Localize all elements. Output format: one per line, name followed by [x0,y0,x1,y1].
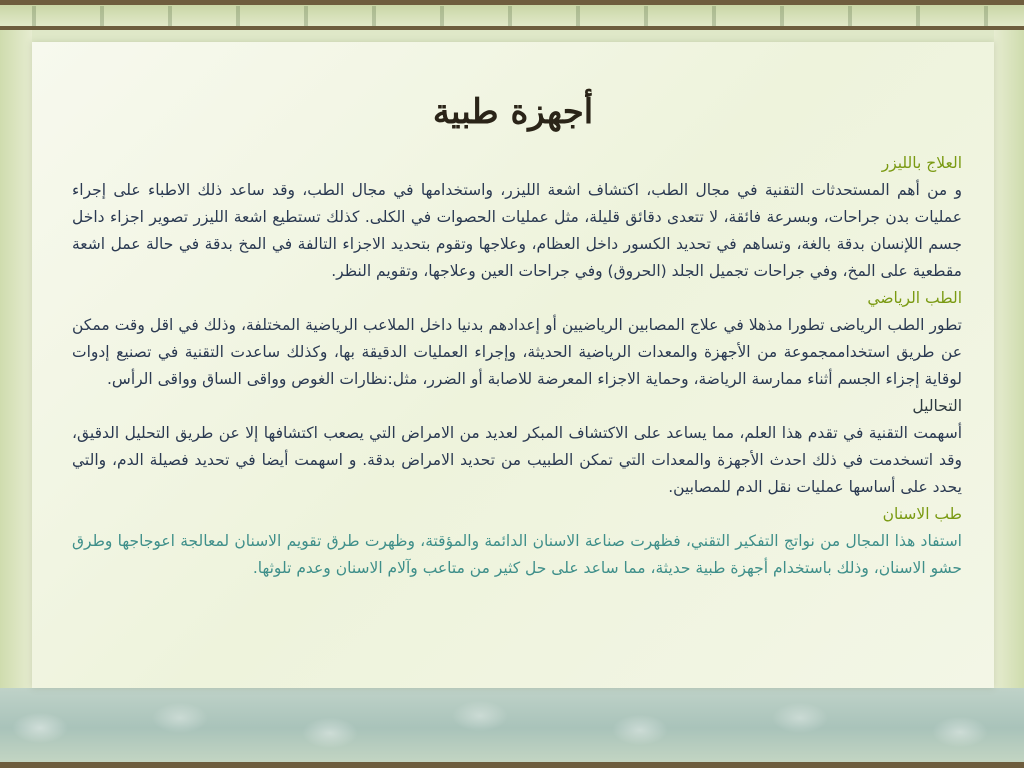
section-body-sports-medicine: تطور الطب الرياضى تطورا مذهلا في علاج المصابين الرياضيين أو إعدادهم بدنيا داخل الملاعب الرياضية المختلفة، وذلك في اقل وقت ممكن عن طريق استخداممجموعة من الأجهزة والمعدات الرياضية الحديثة، وإجراء العمليات الدقيقة بها، وكذلك ساعدت التقنية في تصنيع إدوات لوقاية إجزاء الجسم أثناء ممارسة الرياضة، وحماية الاجزاء المعرضة للاصابة أو الضرر، مثل:نظارات الغوص وواقى الساق وواقى الرأس. [72,316,962,388]
bottom-strip [0,762,1024,768]
fleur-motif-row [0,6,1024,26]
section-heading-lab-tests: التحاليل [912,397,962,415]
slide-content [72,150,962,582]
bottom-decorative-border [0,688,1024,768]
right-margin [994,30,1024,688]
swirl-ornament [0,688,1024,762]
section-body-dentistry: استفاد هذا المجال من نواتج التفكير التقني، فظهرت صناعة الاسنان الدائمة والمؤقتة، وظهرت طرق تقويم الاسنان لمعالجة اعوجاجها وطرق حشو الاسنان، وذلك باستخدام أجهزة طبية حديثة، مما ساعد على حل كثير من متاعب وآلام الاسنان وعدم تلوثها. [72,532,962,577]
section-heading-sports-medicine: الطب الرياضي [867,289,962,307]
section-body-lab-tests: أسهمت التقنية في تقدم هذا العلم، مما يساعد على الاكتشاف المبكر لعديد من الامراض التي يصعب اكتشافها إلا عن طريق التحليل الدقيق، وقد اتسخدمت في ذلك احدث الأجهزة والمعدات التي تمكن الطبيب من تحديد الامراض بدقة. و اسهمت أيضا في تحديد فصيلة الدم، والتي يحدد على أساسها عمليات نقل الدم للمصابين. [72,424,962,496]
slide-title: أجهزة طبية [432,92,594,132]
section-body-laser: و من أهم المستحدثات التقنية في مجال الطب، اكتشاف اشعة الليزر، واستخدامها في مجال الطب، وقد ساعد ذلك الاطباء على إجراء عمليات بدن جراحات، وبسرعة فائقة، لا تتعدى دقائق قليلة، مثل عمليات الحصوات في الكلى. كذلك تستطيع اشعة الليزر تصوير اجزاء داخل جسم اللإنسان بدقة بالغة، وتساهم في تحديد الكسور داخل العظام، وعلاجها وتقوم بتحديد الاجزاء التالفة في المخ بدقة في حالة عمل اشعة مقطعية على المخ، وفي جراحات تجميل الجلد (الحروق) وفي جراحات العين وعلاجها، وتقويم النظر. [72,181,962,280]
section-heading-dentistry: طب الاسنان [882,505,962,523]
section-heading-laser: العلاج بالليزر [881,154,962,172]
top-decorative-border [0,0,1024,30]
left-margin [0,30,32,688]
